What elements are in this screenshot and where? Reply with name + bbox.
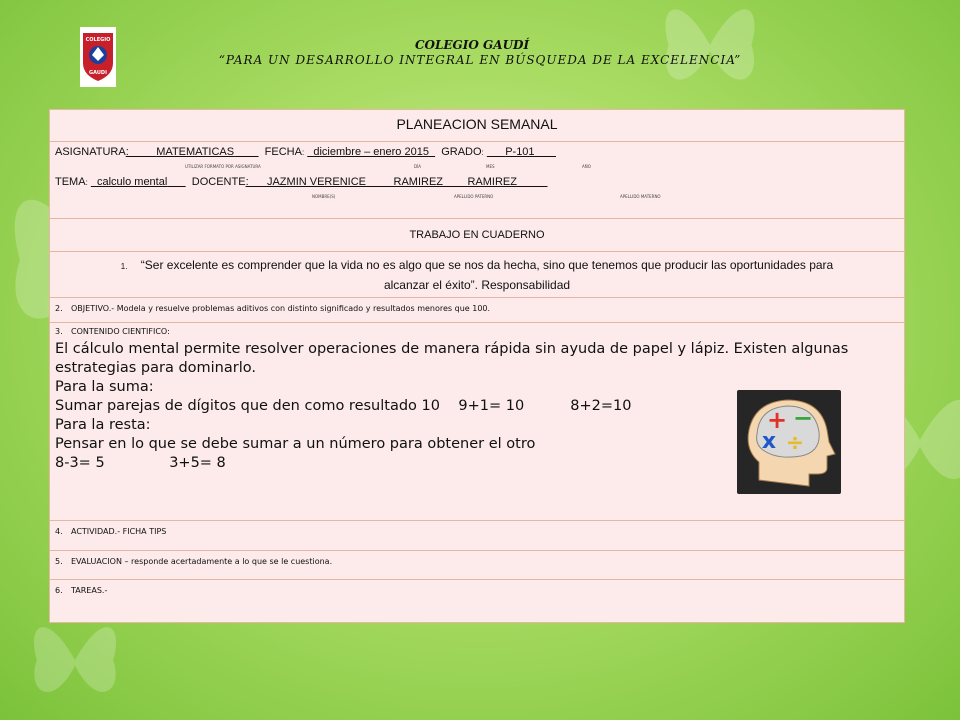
plan-info-section — [50, 141, 904, 218]
grado-label: GRADO — [441, 146, 482, 158]
hint-dia: DÍA — [414, 164, 421, 169]
evaluacion-row — [50, 550, 904, 579]
quote-section — [50, 251, 904, 297]
docente-materno: RAMIREZ — [467, 176, 517, 188]
plan-title: PLANEACION SEMANAL — [396, 116, 558, 132]
quote-line-1: “Ser excelente es comprender que la vida no es algo que se nos da hecha, sino que tenemos que producir las oportunidades para — [140, 258, 834, 272]
quote-line-2: alcanzar el éxito”. Responsabilidad — [383, 278, 571, 292]
contenido-line: Para la suma: — [55, 379, 154, 395]
tema-label: TEMA — [55, 176, 86, 188]
contenido-line: Pensar en lo que se debe sumar a un número para obtener el otro — [55, 436, 536, 452]
objetivo-text: OBJETIVO.- Modela y resuelve problemas aditivos con distinto significado y resultados menores que 100. — [71, 304, 491, 313]
hint-nombre: NOMBRE(S) — [312, 194, 336, 199]
fecha-label: FECHA — [264, 146, 302, 158]
school-motto: “PARA UN DESARROLLO INTEGRAL EN BÚSQUEDA DE LA EXCELENCIA” — [218, 53, 742, 67]
minus-sign: − — [792, 404, 814, 432]
school-name: COLEGIO GAUDÍ — [414, 38, 530, 52]
actividad-text: ACTIVIDAD.- FICHA TIPS — [71, 527, 167, 536]
info-line-1: ASIGNATURA: MATEMATICAS FECHA: diciembre – enero 2015 GRADO: P-101 — [55, 146, 535, 158]
docente-label: DOCENTE — [191, 176, 246, 188]
times-sign: x — [761, 429, 777, 454]
fecha-value: diciembre – enero 2015 — [313, 146, 429, 158]
plus-sign: + — [766, 406, 788, 434]
asignatura-label: ASIGNATURA — [55, 146, 126, 158]
hint-ano: AÑO — [582, 164, 591, 169]
docente-nombre: JAZMIN VERENICE — [266, 176, 366, 188]
grado-value: P-101 — [505, 146, 535, 158]
contenido-line: Para la resta: — [55, 417, 151, 433]
trabajo-heading: TRABAJO EN CUADERNO — [50, 218, 904, 251]
asignatura-value: MATEMATICAS — [156, 146, 235, 158]
logo-top-text: COLEGIO — [85, 37, 111, 43]
tema-value: calculo mental — [96, 176, 168, 188]
hint-formato: UTILIZAR FORMATO POR ASIGNATURA — [185, 164, 261, 169]
evaluacion-number: 5. — [55, 557, 63, 566]
logo-bottom-text: GAUDI — [89, 70, 107, 76]
contenido-line: 8-3= 5 3+5= 8 — [55, 455, 226, 471]
contenido-line: El cálculo mental permite resolver operaciones de manera rápida sin ayuda de papel y lápiz. Existen algunas estrategias para dominarlo. — [55, 341, 849, 376]
page-header — [0, 38, 960, 67]
actividad-row — [50, 520, 904, 550]
hint-paterno: APELLIDO PATERNO — [454, 194, 494, 199]
contenido-line: Sumar parejas de dígitos que den como resultado 10 9+1= 10 8+2=10 — [55, 398, 632, 414]
info-line-2: TEMA: calculo mental DOCENTE: JAZMIN VERENICE RAMIREZ RAMIREZ — [55, 176, 517, 188]
math-brain-icon — [737, 390, 841, 494]
divide-sign: ÷ — [785, 431, 805, 456]
tareas-text: TAREAS.- — [71, 586, 108, 595]
contenido-section — [50, 322, 904, 520]
evaluacion-text: EVALUACION – responde acertadamente a lo que se le cuestiona. — [71, 557, 333, 566]
hint-mes: MES — [486, 164, 495, 169]
contenido-number: 3. — [55, 327, 63, 336]
tareas-row — [50, 579, 904, 622]
docente-paterno: RAMIREZ — [393, 176, 443, 188]
objetivo-number: 2. — [55, 304, 63, 313]
tareas-number: 6. — [55, 586, 63, 595]
objetivo-row — [50, 297, 904, 322]
hint-materno: APELLIDO MATERNO — [620, 194, 661, 199]
contenido-label: CONTENIDO CIENTIFICO: — [71, 327, 170, 336]
actividad-number: 4. — [55, 527, 63, 536]
weekly-plan-document — [49, 109, 905, 623]
quote-number: 1. — [120, 262, 128, 271]
